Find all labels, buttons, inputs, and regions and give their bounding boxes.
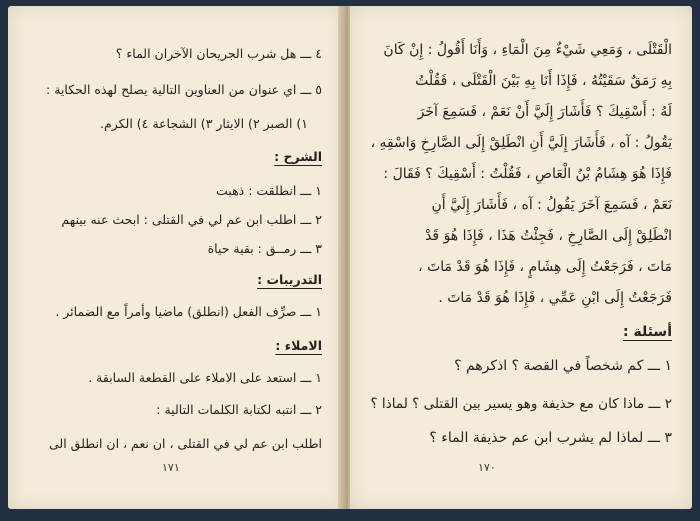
sharh-item-1: ١ ـــ انطلقت : ذهبت — [216, 183, 322, 198]
story-line-9: فَرَجَعْتُ إِلَى ابْنِ عَمِّي ، فَإِذَا هُوَ قَدْ مَاتَ . — [438, 290, 672, 306]
question-1: ١ ـــ كم شخصاً في القصة ؟ اذكرهم ؟ — [454, 358, 672, 374]
imla-item-1: ١ ـــ استعد على الاملاء على القطعة السابقة . — [88, 370, 322, 385]
sharh-heading: الشرح : — [274, 149, 322, 164]
left-page — [8, 6, 344, 509]
question-5-options: ١) الصبر ٢) الايثار ٣) الشجاعة ٤) الكرم. — [100, 116, 308, 131]
story-line-7: انْطَلِقْ إِلَى الصَّارِخِ ، فَجِئْتُ هَذَا ، فَإِذَا هُوَ قَدْ — [425, 228, 672, 244]
questions-heading: أسئلة : — [623, 324, 672, 340]
page-number: ١٧١ — [162, 461, 180, 474]
story-line-8: مَاتَ ، فَرَجَعْتُ إِلَى هِشَامٍ ، فَإِذَا هُوَ قَدْ مَاتَ ، — [418, 259, 672, 275]
question-2: ٢ ـــ ماذا كان مع حذيفة وهو يسير بين القتلى ؟ لماذا ؟ — [370, 396, 672, 412]
story-line-5: فَإِذَا هُوَ هِشَامُ بْنُ الْعَاصِ ، فَقُلْتُ : أَسْقِيكَ ؟ فَقَالَ : — [383, 166, 672, 182]
question-4: ٤ ـــ هل شرب الجريحان الآخران الماء ؟ — [115, 46, 322, 61]
tadribat-heading: التدريبات : — [257, 272, 322, 287]
sharh-item-3: ٣ ـــ رمــق : بقية حياة — [207, 241, 322, 256]
story-line-6: نَعَمْ ، فَسَمِعَ آخَرَ يَقُولُ : آه ، فَأَشَارَ إِلَيَّ أَنِ — [431, 197, 672, 213]
question-5: ٥ ـــ اي عنوان من العناوين التالية يصلح لهذه الحكاية : — [46, 82, 322, 97]
story-line-4: يَقُولُ : آه ، فَأَشَارَ إِلَيَّ أَنِ انْطَلِقْ إِلَى الصَّارِخِ وَاسْقِهِ ، — [370, 135, 672, 151]
imla-words: اطلب ابن عم لي في القتلى ، ان نعم ، ان انطلق الى — [49, 436, 322, 451]
imla-item-2: ٢ ـــ انتبه لكتابة الكلمات التالية : — [156, 402, 322, 417]
story-line-2: بِهِ رَمَقٌ سَقَيْتُهُ ، فَإِذَا أَنَا بِهِ بَيْنَ الْقَتْلَى ، فَقُلْتُ — [415, 73, 672, 89]
story-line-3: لَهُ : أَسْقِيكَ ؟ فَأَشَارَ إِلَيَّ أَنْ نَعَمْ ، فَسَمِعَ آخَرَ — [417, 104, 672, 120]
story-line-1: الْقَتْلَى ، وَمَعِي شَيْءٌ مِنَ الْمَاءِ ، وَأَنَا أَقُولُ : إِنْ كَانَ — [383, 42, 672, 58]
page-number: ١٧٠ — [478, 461, 496, 474]
question-3: ٣ ـــ لماذا لم يشرب ابن عم حذيفة الماء ؟ — [429, 430, 672, 446]
tadribat-item-1: ١ ـــ صرِّف الفعل (انطلق) ماضيا وأمراً مع الضمائر . — [55, 304, 322, 319]
sharh-item-2: ٢ ـــ اطلب ابن عم لي في القتلى : ابحث عنه بينهم — [61, 212, 322, 227]
imla-heading: الاملاء : — [275, 338, 322, 353]
right-page — [350, 6, 692, 509]
